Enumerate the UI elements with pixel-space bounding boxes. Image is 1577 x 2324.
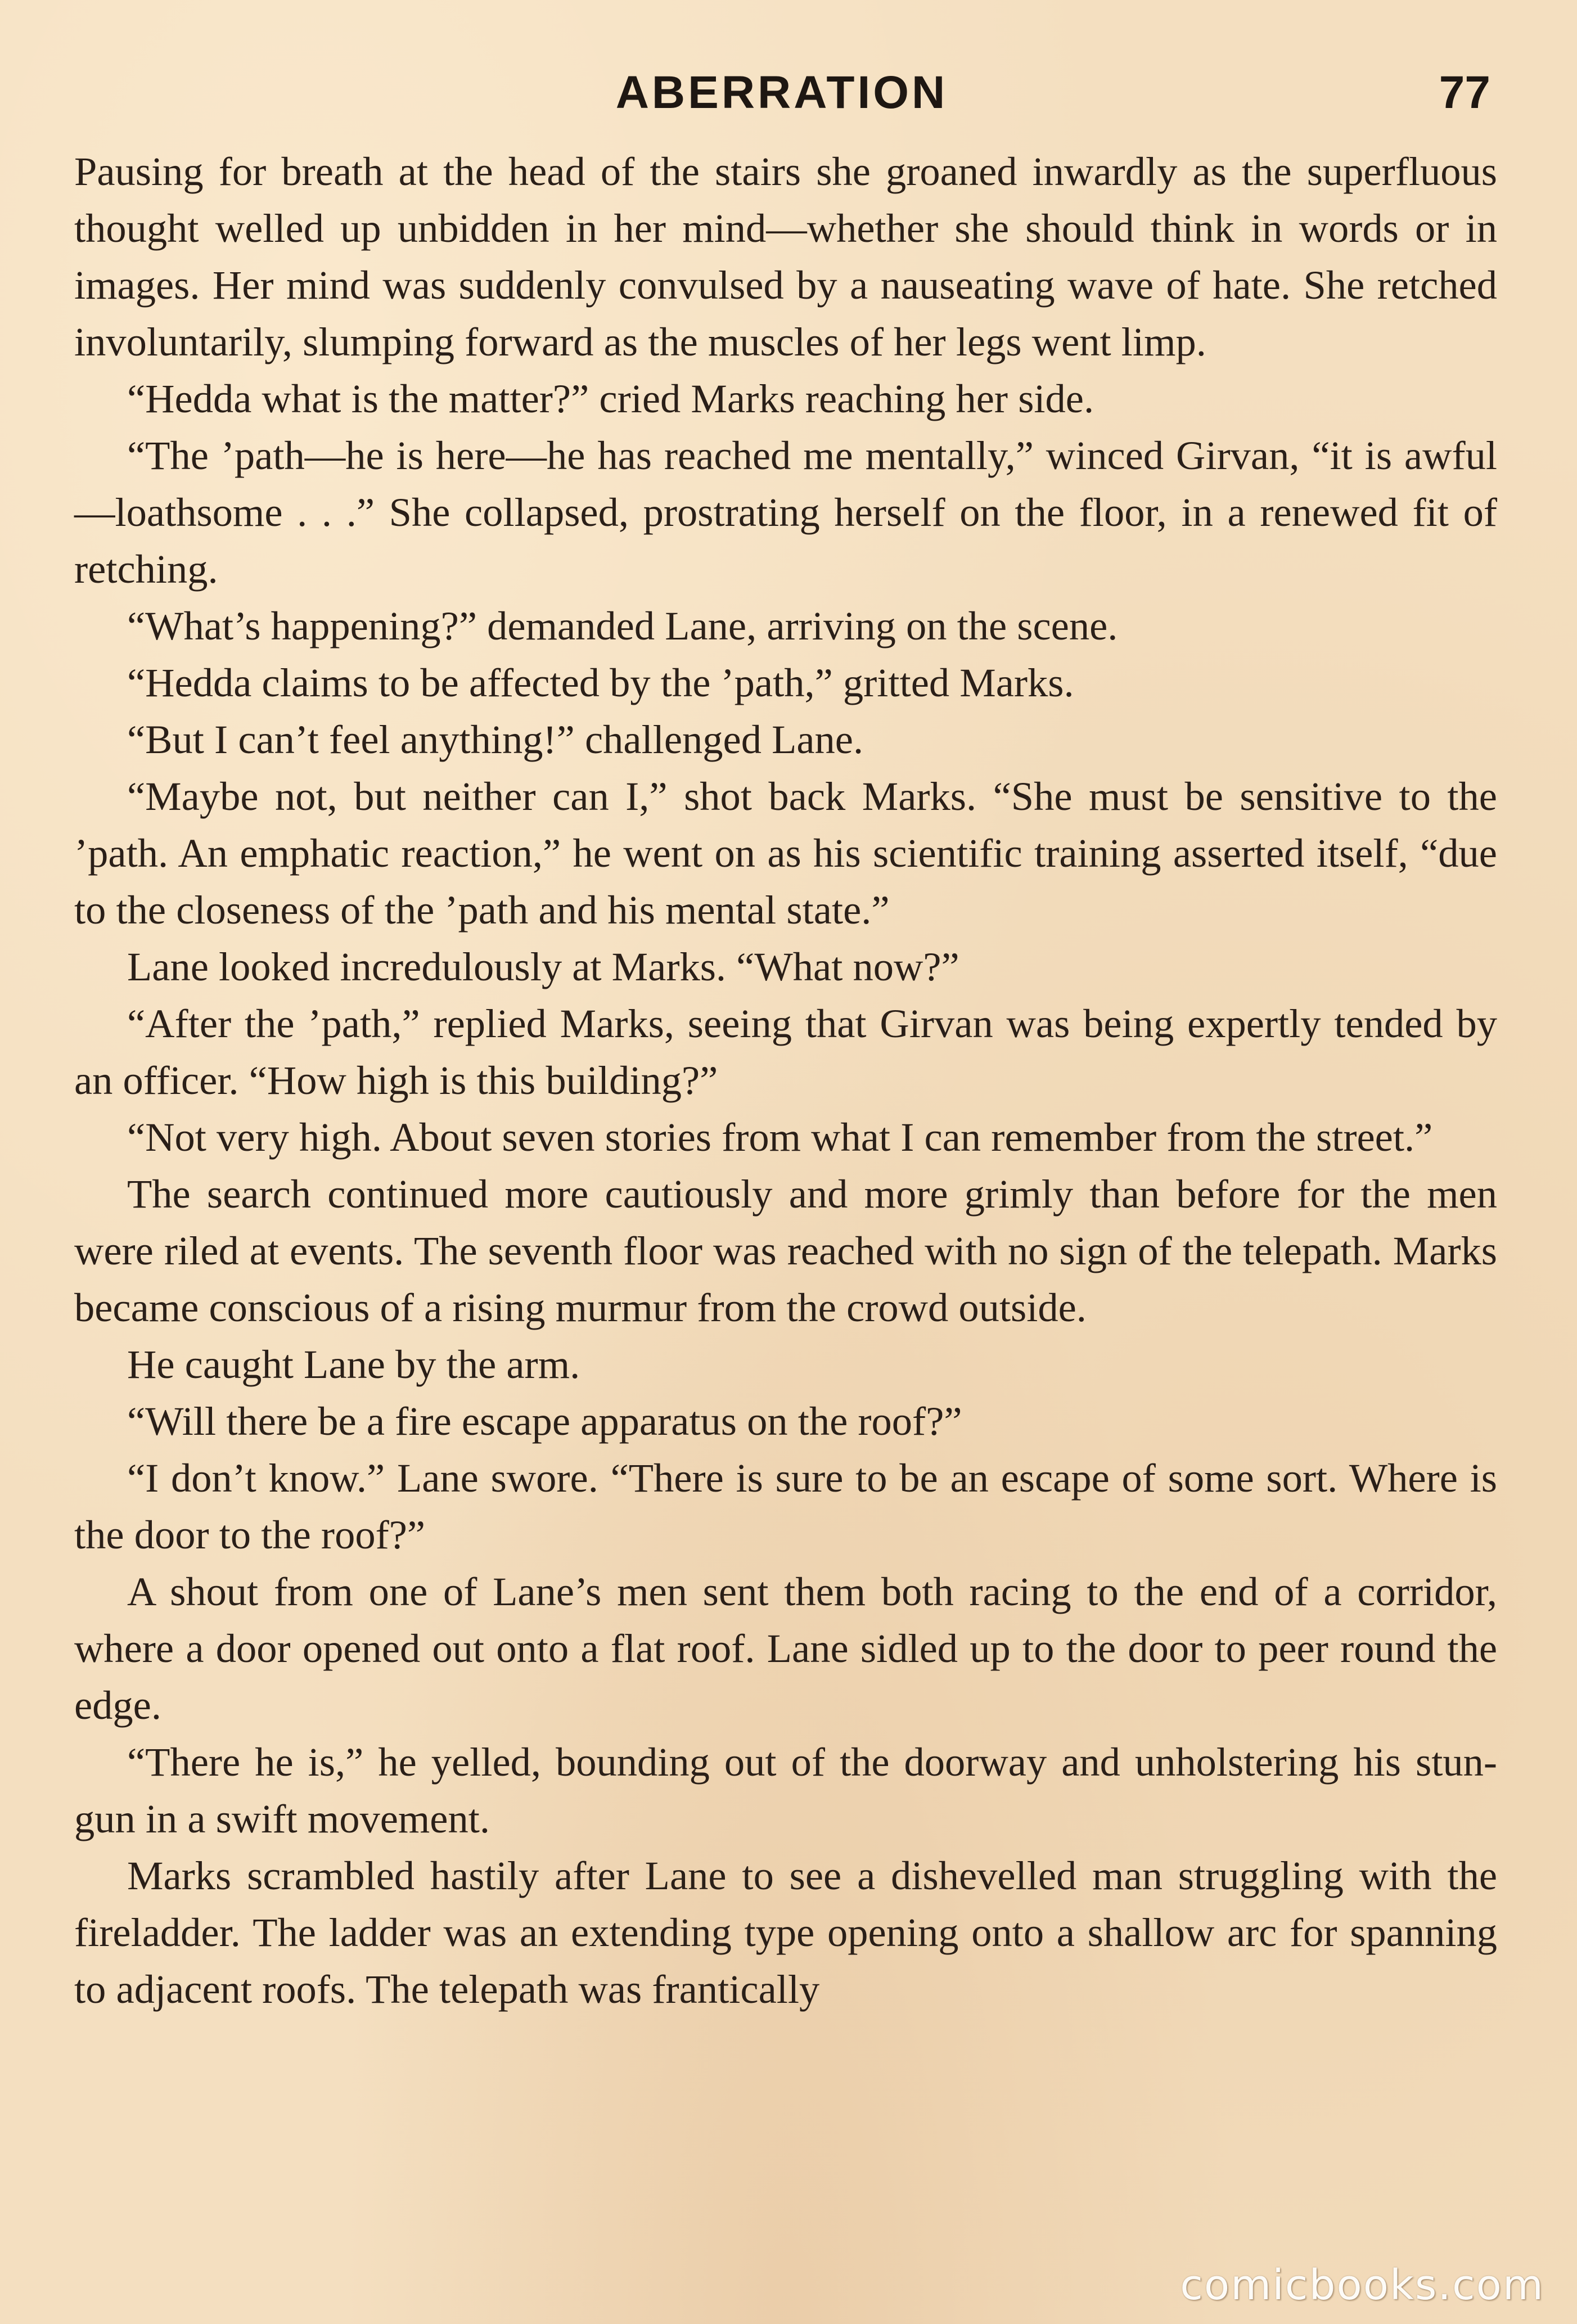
- page-header: [73, 66, 1490, 128]
- paragraph: “After the ’path,” replied Marks, seeing that Girvan was being expertly tended by an officer. “How high is this building?”: [74, 1001, 1497, 1103]
- paragraph: Pausing for breath at the head of the stairs she groaned inwardly as the superfluous thought welled up unbidden in her mind—whether she should think in words or in images. Her mind was suddenly convulsed by a nauseating wave of hate. She retched involuntarily, slumping forward as the muscles of her legs went limp.: [74, 148, 1497, 364]
- paragraph: A shout from one of Lane’s men sent them both racing to the end of a corridor, where a door opened out onto a flat roof. Lane sidled up to the door to peer round the edge.: [74, 1569, 1497, 1728]
- watermark: comicbooks.com: [1180, 2261, 1544, 2309]
- body-text: [74, 143, 1497, 2017]
- paragraph: “I don’t know.” Lane swore. “There is sure to be an escape of some sort. Where is the door to the roof?”: [74, 1455, 1497, 1557]
- paragraph: “Will there be a fire escape apparatus on the roof?”: [127, 1398, 962, 1444]
- paragraph: “Maybe not, but neither can I,” shot back Marks. “She must be sensitive to the ’path. An emphatic reaction,” he went on as his scientific training asserted itself, “due to the closeness of the ’path and his mental state.”: [74, 773, 1497, 933]
- paragraph: “Hedda what is the matter?” cried Marks reaching her side.: [127, 376, 1094, 421]
- paragraph: “The ’path—he is here—he has reached me mentally,” winced Girvan, “it is awful—loathsome . . .” She collapsed, prostrating herself on the floor, in a renewed fit of retching.: [74, 433, 1497, 592]
- paragraph: Lane looked incredulously at Marks. “What now?”: [127, 944, 959, 989]
- paragraph: He caught Lane by the arm.: [127, 1341, 580, 1387]
- paragraph: “What’s happening?” demanded Lane, arriving on the scene.: [127, 603, 1118, 648]
- paragraph: “There he is,” he yelled, bounding out of the doorway and unholstering his stun-gun in a swift movement.: [74, 1739, 1497, 1841]
- paragraph: “Hedda claims to be affected by the ’path,” gritted Marks.: [127, 660, 1074, 705]
- paragraph: “But I can’t feel anything!” challenged Lane.: [127, 717, 864, 762]
- paragraph: Marks scrambled hastily after Lane to see a dishevelled man struggling with the fireladder. The ladder was an extending type opening onto a shallow arc for spanning to adjacent roofs. The telepath was frantically: [74, 1853, 1497, 2012]
- paragraph: The search continued more cautiously and more grimly than before for the men were riled at events. The seventh floor was reached with no sign of the telepath. Marks became conscious of a rising murmur from the crowd outside.: [74, 1171, 1497, 1330]
- page-number: 77: [1439, 67, 1490, 118]
- paragraph: “Not very high. About seven stories from what I can remember from the street.”: [127, 1114, 1433, 1160]
- running-title: ABERRATION: [615, 67, 948, 118]
